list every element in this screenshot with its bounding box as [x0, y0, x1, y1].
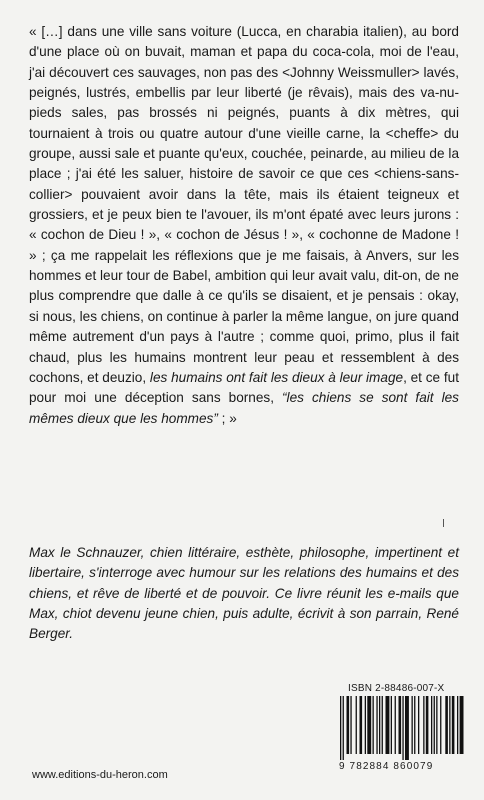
barcode-bar [360, 696, 363, 754]
barcode-bar [382, 696, 383, 754]
barcode-bar [399, 696, 402, 754]
barcode-bar [452, 696, 455, 754]
excerpt-italic: les humains ont fait les dieux à leur image [149, 369, 404, 385]
barcode-bar [379, 696, 380, 754]
excerpt-paragraph [29, 22, 459, 429]
barcode-bar [431, 696, 432, 754]
barcode-bar [426, 696, 429, 754]
barcode-bar [440, 696, 441, 754]
barcode-bar [423, 696, 424, 754]
barcode-bar [436, 696, 437, 754]
barcode-bar [376, 696, 377, 754]
margin-mark [443, 519, 444, 527]
barcode-bar [402, 696, 403, 760]
barcode-bar [347, 696, 350, 754]
book-blurb [29, 543, 459, 645]
barcode-number: 9 782884 860079 [339, 761, 434, 772]
barcode-bar [414, 696, 415, 754]
barcode-bar [367, 696, 371, 754]
barcode-bar [356, 696, 357, 754]
excerpt-part: , et ce fut pour moi une déception sans bornes, [29, 369, 459, 406]
barcode-bar [460, 696, 464, 754]
blurb-text: Max le Schnauzer, chien littéraire, esthète, philosophe, impertinent et libertaire, s'interroge avec humour sur les relations des humains et des chiens, et rêve de liberté et de pouvoir. Ce livre réunit les e-mails que Max, chiot devenu jeune chien, puis adulte, écrivit à son parrain, René Berger. [29, 545, 459, 642]
excerpt-part: « […] dans une ville sans voiture (Lucca, en charabia italien), au bord d'une place où on buvait, maman et papa du coca-cola, moi de l'eau, j'ai découvert ces sauvages, non pas des <Johnny Weissmuller> lavés, peignés, lustrés, embellis par leur liberté (je rêvais), mais des va-nu-pieds sales, pas brossés ni peignés, puants à dix mètres, qui tournaient à trois ou quatre autour d'une vieille carne, la <cheffe> du groupe, aussi sale et puante qu'eux, couchée, peinarde, au milieu de la place ; j'ai été les saluer, histoire de savoir ce que ces <chiens-sans-collier> pouvaient avoir dans la tête, mais ils étaient teigneux et grossiers, et je peux bien te l'avouer, ils m'ont épaté avec leurs jurons : « cochon de Dieu ! », « cochon de Jésus ! », « cochonne de Madone ! » ; ça me rappelait les réflexions que je me faisais, à Anvers, sur les hommes et leur tour de Babel, ambition qui leur avait valu, dit-on, de ne plus comprendre que dalle à ce qu'ils se disaient, et je pensais : okay, si nous, les chiens, on continue à parler la même langue, on jure quand même autrement d'un pays à l'autre ; comme quoi, primo, plus il fait chaud, plus les humains montrent leur peau et ressemblent à des cochons, et deuzio, [29, 24, 459, 385]
barcode-bar [405, 696, 409, 760]
barcode-bar [418, 696, 419, 754]
barcode-bar [395, 696, 396, 754]
barcode-bar [445, 696, 448, 754]
excerpt-part: ; » [217, 410, 237, 426]
barcode-bar [386, 696, 390, 754]
publisher-url[interactable]: www.editions-du-heron.com [32, 769, 168, 781]
excerpt-text [29, 22, 459, 429]
barcode-bar [391, 696, 392, 754]
barcode-bar [350, 696, 351, 754]
barcode-bar [412, 696, 413, 754]
barcode-bar [373, 696, 374, 754]
barcode-bar [340, 696, 341, 760]
barcode-bar [365, 696, 366, 754]
barcode-bar [457, 696, 458, 754]
barcode [336, 696, 464, 762]
isbn-label: ISBN 2-88486-007-X [348, 683, 445, 694]
barcode-bar [449, 696, 450, 754]
barcode-bar [343, 696, 344, 760]
excerpt-quote-italic: “les chiens se sont fait les mêmes dieux que les hommes” [29, 390, 459, 426]
barcode-bar [434, 696, 435, 754]
